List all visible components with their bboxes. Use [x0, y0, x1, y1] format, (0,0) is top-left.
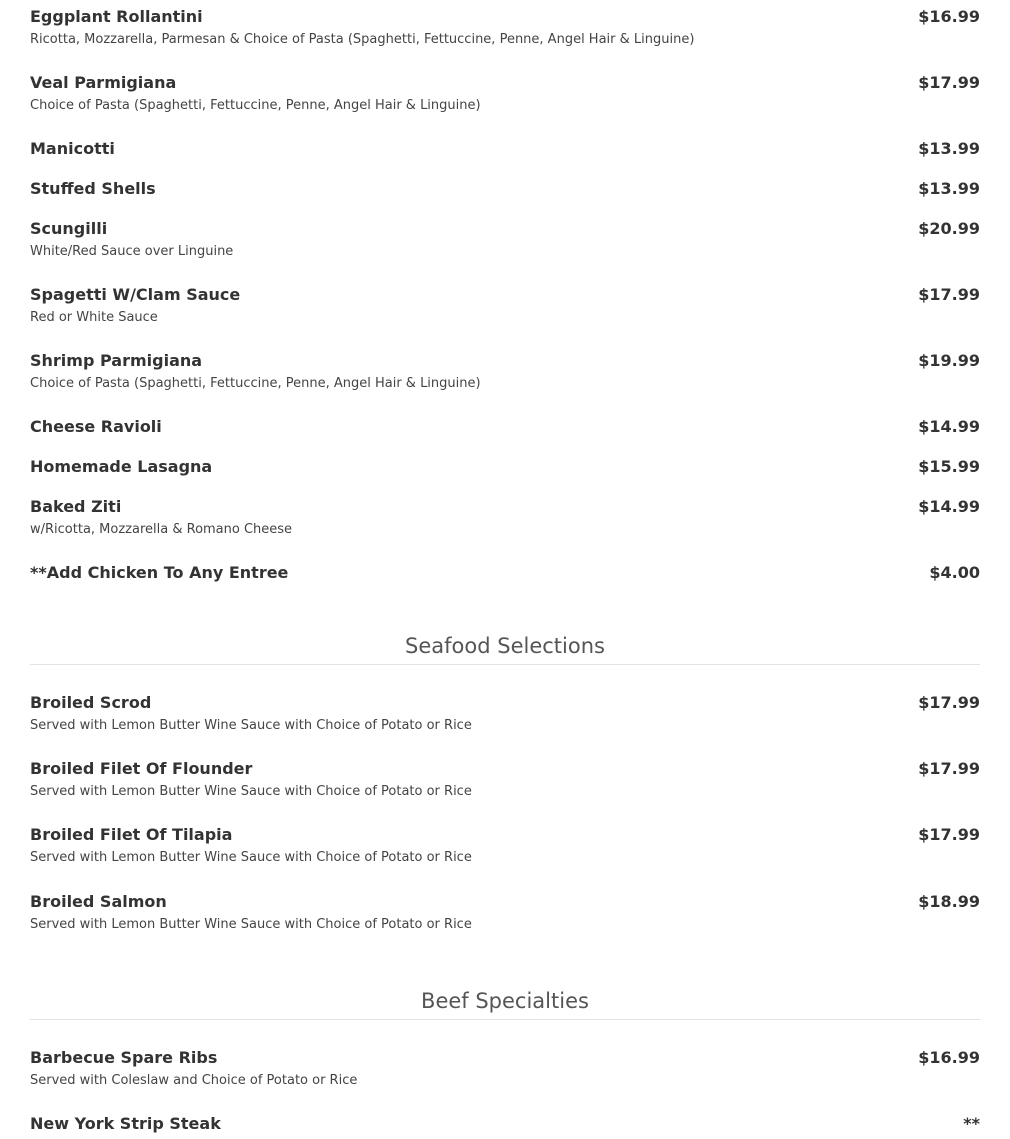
item-price: $19.99 — [918, 351, 980, 370]
menu-item — [30, 179, 980, 201]
item-description: w/Ricotta, Mozzarella & Romano Cheese — [30, 522, 293, 537]
item-price: $15.99 — [918, 457, 980, 476]
item-name: Spagetti W/Clam Sauce — [30, 285, 241, 304]
item-price: $16.99 — [918, 7, 980, 26]
item-name: Stuffed Shells — [30, 179, 156, 198]
section-header-seafood — [30, 632, 980, 665]
menu-item — [30, 825, 980, 865]
item-name: Cheese Ravioli — [30, 417, 162, 436]
item-name: Scungilli — [30, 219, 108, 238]
section-divider — [30, 1019, 980, 1020]
item-name: **Add Chicken To Any Entree — [30, 563, 289, 582]
menu-item — [30, 457, 980, 479]
section-divider — [30, 664, 980, 665]
item-price: $17.99 — [918, 285, 980, 304]
item-price: $17.99 — [918, 73, 980, 92]
item-description: Red or White Sauce — [30, 310, 158, 325]
section-title: Beef Specialties — [421, 989, 589, 1013]
item-name: Eggplant Rollantini — [30, 7, 203, 26]
item-price: $13.99 — [918, 139, 980, 158]
item-description: Served with Coleslaw and Choice of Potato or Rice — [30, 1073, 358, 1088]
menu-item — [30, 693, 980, 733]
item-name: Veal Parmigiana — [30, 73, 177, 92]
menu-item — [30, 139, 980, 161]
item-price: $18.99 — [918, 892, 980, 911]
menu-item — [30, 892, 980, 932]
item-price: ** — [963, 1114, 980, 1133]
menu-item — [30, 7, 980, 47]
item-price: $17.99 — [918, 825, 980, 844]
item-name: Broiled Scrod — [30, 693, 152, 712]
item-price: $4.00 — [929, 563, 980, 582]
menu-item — [30, 219, 980, 259]
menu-item — [30, 759, 980, 799]
item-name: Shrimp Parmigiana — [30, 351, 203, 370]
item-name: Broiled Filet Of Tilapia — [30, 825, 233, 844]
item-price: $16.99 — [918, 1048, 980, 1067]
item-price: $17.99 — [918, 759, 980, 778]
menu-item — [30, 497, 980, 537]
item-price: $13.99 — [918, 179, 980, 198]
menu-item — [30, 417, 980, 439]
item-description: Choice of Pasta (Spaghetti, Fettuccine, Penne, Angel Hair & Linguine) — [30, 376, 481, 391]
menu-item — [30, 563, 980, 585]
section-header-beef — [30, 987, 980, 1020]
item-name: New York Strip Steak — [30, 1114, 221, 1133]
menu-item — [30, 285, 980, 325]
item-description: Served with Lemon Butter Wine Sauce with Choice of Potato or Rice — [30, 784, 472, 799]
item-price: $14.99 — [918, 497, 980, 516]
item-description: Ricotta, Mozzarella, Parmesan & Choice of Pasta (Spaghetti, Fettuccine, Penne, Angel Hair & Linguine) — [30, 32, 695, 47]
item-price: $14.99 — [918, 417, 980, 436]
item-description: White/Red Sauce over Linguine — [30, 244, 234, 259]
section-title: Seafood Selections — [405, 634, 605, 658]
item-price: $17.99 — [918, 693, 980, 712]
menu-item — [30, 73, 980, 113]
menu-item — [30, 351, 980, 391]
item-name: Broiled Filet Of Flounder — [30, 759, 253, 778]
item-description: Served with Lemon Butter Wine Sauce with Choice of Potato or Rice — [30, 850, 472, 865]
item-name: Baked Ziti — [30, 497, 122, 516]
item-description: Served with Lemon Butter Wine Sauce with Choice of Potato or Rice — [30, 718, 472, 733]
item-description: Choice of Pasta (Spaghetti, Fettuccine, Penne, Angel Hair & Linguine) — [30, 98, 481, 113]
item-price: $20.99 — [918, 219, 980, 238]
item-description: Served with Lemon Butter Wine Sauce with Choice of Potato or Rice — [30, 917, 472, 932]
item-name: Manicotti — [30, 139, 115, 158]
menu-item — [30, 1048, 980, 1088]
item-name: Broiled Salmon — [30, 892, 167, 911]
item-name: Homemade Lasagna — [30, 457, 213, 476]
item-name: Barbecue Spare Ribs — [30, 1048, 218, 1067]
menu-item — [30, 1114, 980, 1136]
